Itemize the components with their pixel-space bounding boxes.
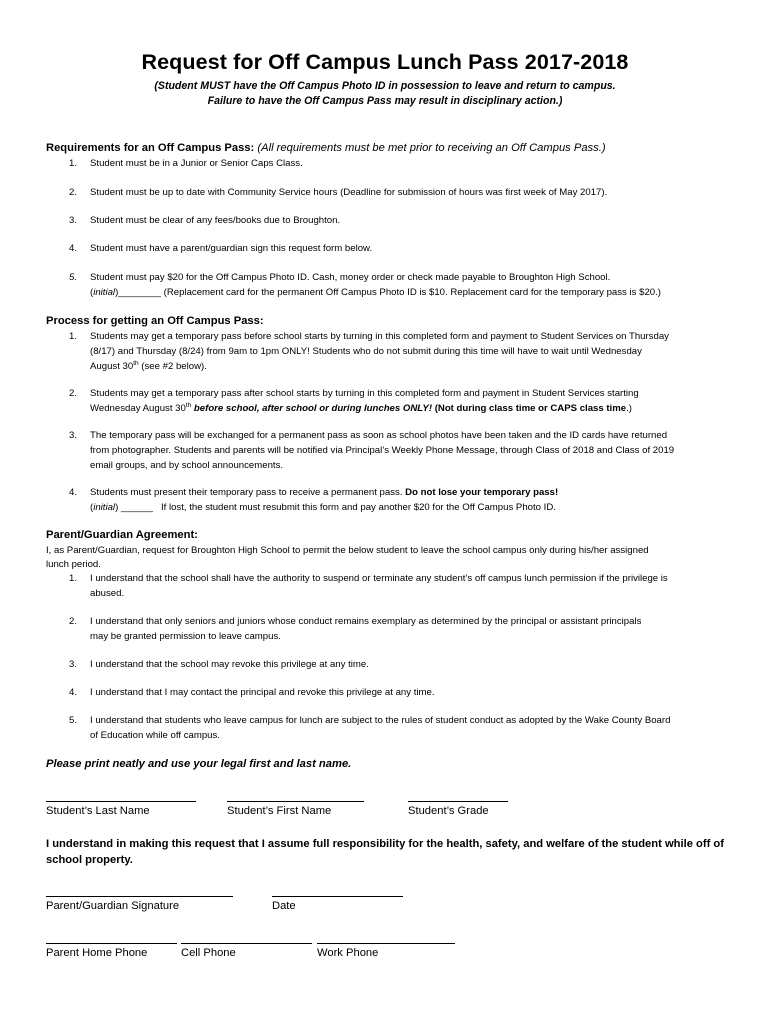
- responsibility-statement-line-1: I understand in making this request that I assume full responsibility for the health, safety, and welfare of the student while off of: [46, 838, 724, 850]
- item-text: I understand that only seniors and juniors whose conduct remains exemplary as determined by the principal or assistant principals: [90, 616, 642, 627]
- item-text: [90, 486, 558, 500]
- initial-line: (initial)________ (Replacement card for the permanent Off Campus Photo ID is $10. Replacement card for the temporary pass is $20.): [90, 287, 661, 298]
- item-text-line-3: email groups, and by school announcements.: [90, 460, 284, 471]
- agreement-intro-line-1: I, as Parent/Guardian, request for Broughton High School to permit the below student to leave the school campus only during his/her assigned: [46, 545, 649, 556]
- initial-blank[interactable]: ________: [118, 287, 161, 298]
- date-text: Wednesday August 30: [90, 403, 186, 414]
- student-grade-label: Student’s Grade: [408, 805, 489, 817]
- parent-home-phone-field[interactable]: [46, 943, 177, 944]
- item-number: 3.: [68, 430, 77, 441]
- initial-label: initial: [93, 287, 116, 298]
- requirements-heading-note: (All requirements must be met prior to receiving an Off Campus Pass.): [257, 142, 606, 154]
- item-number: 5.: [68, 715, 77, 726]
- student-last-name-label: Student’s Last Name: [46, 805, 150, 817]
- student-grade-field[interactable]: [408, 801, 508, 802]
- item-text: Student must be up to date with Community Service hours (Deadline for submission of hours was first week of May 2017).: [90, 187, 608, 198]
- cell-phone-field[interactable]: [181, 943, 312, 944]
- bold-note: (Not during class time or CAPS class time: [432, 403, 627, 414]
- item-text: Student must be clear of any fees/books due to Broughton.: [90, 215, 341, 226]
- work-phone-label: Work Phone: [317, 947, 379, 959]
- item-text-line-2: abused.: [90, 588, 125, 599]
- item-number: 3.: [68, 659, 77, 670]
- item-number: 1.: [68, 158, 77, 169]
- item-text: I understand that the school may revoke this privilege at any time.: [90, 659, 369, 670]
- work-phone-field[interactable]: [317, 943, 455, 944]
- item-number: 1.: [68, 573, 77, 584]
- requirements-heading: Requirements for an Off Campus Pass: (All requirements must be met prior to receiving an Off Campus Pass.): [46, 142, 606, 154]
- item-text: Student must be in a Junior or Senior Caps Class.: [90, 158, 303, 169]
- item-text: The temporary pass will be exchanged for a permanent pass as soon as school photos have been taken and the ID cards have returned: [90, 430, 668, 441]
- parent-signature-field[interactable]: [46, 896, 233, 897]
- item-text-plain: Students must present their temporary pass to receive a permanent pass.: [90, 487, 406, 498]
- date-text: August 30: [90, 361, 134, 372]
- item-text: I understand that students who leave campus for lunch are subject to the rules of student conduct as adopted by the Wake County Board: [90, 715, 671, 726]
- date-field[interactable]: [272, 896, 403, 897]
- item-number: 5.: [68, 272, 77, 283]
- item-number: 4.: [68, 243, 77, 254]
- ordinal-suffix: th: [133, 360, 139, 367]
- subtitle-line-2: Failure to have the Off Campus Pass may result in disciplinary action.): [207, 95, 563, 107]
- initial-blank[interactable]: ______: [120, 502, 153, 513]
- responsibility-statement-line-2: school property.: [46, 854, 133, 866]
- item-text: Student must pay $20 for the Off Campus Photo ID. Cash, money order or check made payable to Broughton High School.: [90, 272, 611, 283]
- date-label: Date: [272, 900, 296, 912]
- parent-home-phone-label: Parent Home Phone: [46, 947, 148, 959]
- item-text: Students may get a temporary pass after school starts by turning in this completed form and payment in Student Services starting: [90, 388, 639, 399]
- item-text-line-2: [90, 402, 632, 416]
- item-text-continued: (Replacement card for the permanent Off Campus Photo ID is $10. Replacement card for the temporary pass is $20.): [163, 287, 661, 298]
- item-number: 3.: [68, 215, 77, 226]
- date-note: (see #2 below).: [138, 361, 207, 372]
- item-text-line-2: (8/17) and Thursday (8/24) from 9am to 1pm ONLY! Students who do not submit during this time will have to wait until Wednesday: [90, 346, 642, 357]
- subtitle-line-1: (Student MUST have the Off Campus Photo ID in possession to leave and return to campus.: [154, 80, 616, 92]
- bold-warning: Do not lose your temporary pass!: [405, 487, 559, 498]
- emphasis-text: before school, after school or during lunches ONLY!: [191, 403, 433, 414]
- item-text: I understand that I may contact the principal and revoke this privilege at any time.: [90, 687, 435, 698]
- initial-label: initial: [93, 502, 116, 513]
- student-first-name-field[interactable]: [227, 801, 364, 802]
- item-number: 4.: [68, 687, 77, 698]
- requirements-heading-text: Requirements for an Off Campus Pass: [46, 142, 251, 154]
- print-note: Please print neatly and use your legal first and last name.: [46, 758, 352, 770]
- item-number: 1.: [68, 331, 77, 342]
- item-number: 2.: [68, 616, 77, 627]
- item-number: 2.: [68, 187, 77, 198]
- agreement-intro-line-2: lunch period.: [46, 559, 101, 570]
- page-title: Request for Off Campus Lunch Pass 2017-2018: [141, 50, 629, 74]
- item-text-line-3: [90, 360, 207, 374]
- student-last-name-field[interactable]: [46, 801, 196, 802]
- process-heading: Process for getting an Off Campus Pass:: [46, 315, 264, 327]
- item-text: Students may get a temporary pass before school starts by turning in this completed form and payment to Student Services on Thursday: [90, 331, 669, 342]
- item-number: 2.: [68, 388, 77, 399]
- item-text-line-2: of Education while off campus.: [90, 730, 220, 741]
- ordinal-suffix: th: [185, 402, 192, 409]
- agreement-heading: Parent/Guardian Agreement:: [46, 529, 198, 541]
- item-text: I understand that the school shall have the authority to suspend or terminate any student’s off campus lunch permission if the privilege is: [90, 573, 668, 584]
- parent-signature-label: Parent/Guardian Signature: [46, 900, 180, 912]
- student-first-name-label: Student’s First Name: [227, 805, 332, 817]
- item-text: Student must have a parent/guardian sign this request form below.: [90, 243, 373, 254]
- item-number: 4.: [68, 487, 77, 498]
- initial-line: (initial) ______ If lost, the student must resubmit this form and pay another $20 for the Off Campus Photo ID.: [90, 502, 556, 513]
- item-text-line-2: may be granted permission to leave campus.: [90, 631, 281, 642]
- item-text-line-2: from photographer. Students and parents will be notified via Principal’s Weekly Phone Message, through Class of 2018 and Class of 2019: [90, 445, 675, 456]
- item-text-continued: If lost, the student must resubmit this form and pay another $20 for the Off Campus Photo ID.: [160, 502, 556, 513]
- cell-phone-label: Cell Phone: [181, 947, 236, 959]
- note-end: .): [626, 403, 632, 414]
